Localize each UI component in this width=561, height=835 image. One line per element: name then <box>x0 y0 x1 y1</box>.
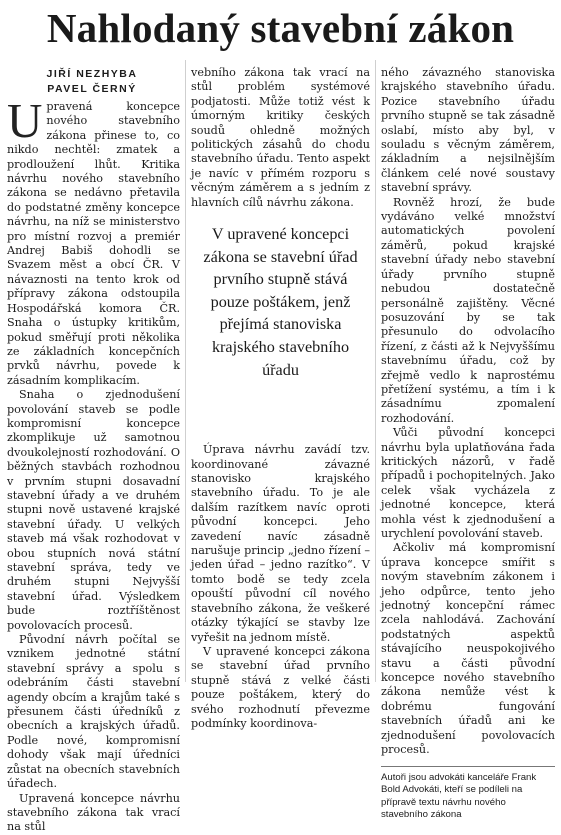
pull-quote: V upravené koncepci zákona se stavební úřad prvního stupně stává pouze poštákem, jenž přejímá stanoviska krajského stavebního úřadu <box>203 225 358 379</box>
article-column-3 <box>381 66 555 821</box>
author-credit: Autoři jsou advokáti kanceláře Frank Bold Advokáti, kteří se podíleli na přípravě textu návrhu nového stavebního zákona <box>381 766 555 822</box>
headline: Nahlodaný stavební zákon <box>46 5 515 51</box>
article-column-1 <box>7 93 180 834</box>
article-paragraph: vebního zákona tak vrací na stůl problém systémové podjatosti. Může totiž vést k úmorným kritiky českých soudů ohledně možných politických zásahů do chodu stavebního úřadu. Tento aspekt je navíc v přímém rozporu s věcným záměrem a s jedním z hlavních cílů návrhu zákona. <box>191 66 370 209</box>
article-paragraph: V upravené koncepci zákona se stavební úřad prvního stupně stává z velké části pouze poštákem, který do svého rozhodnutí převezme podmínky koordinova- <box>191 644 370 730</box>
author-name: PAVEL ČERNÝ <box>47 82 137 95</box>
article-paragraph: Původní návrh počítal se vznikem jednotné státní stavební správy a spolu s odebráním části stavební agendy obcím a krajům také s přesunem části úředníků z obecních a krajských úřadů. Podle nové, kompromisní dohody však mají úředníci zůstat na obecních stavebních úřadech. <box>7 633 180 791</box>
byline <box>8 67 176 96</box>
column-divider <box>375 60 376 682</box>
article-paragraph: Úprava návrhu zavádí tzv. koordinované závazné stanovisko krajského stavebního úřadu. To je ale dalším razítkem navíc oproti původní koncepci. Jeho zavedení navíc zásadně narušuje princip „jedno řízení – jeden úřad – jedno razítko“. V tomto bodě se tedy zcela opouští původní cíl nového stavebního zákona, že veškeré otázky týkající se stavby lze vyřešit na jednom místě. <box>191 443 370 644</box>
article-column-2 <box>191 66 370 730</box>
article-paragraph: Upravená koncepce nového stavebního zákona přinese to, co nikdo nechtěl: zmatek a prodloužení lhůt. Kritika návrhu nového stavebního zákona se nedávno přetavila do podstatné změny koncepce návrhu, na níž se ministerstvo pro místní rozvoj a premiér Andrej Babiš dohodli se Svazem měst a obcí ČR. V návaznosti na tento krok od přípravy zákona odstoupila Hospodářská komora ČR. Snaha o ústupky kritikům, pokud směřují proti několika ze základních koncepčních prvků návrhu, povede k zásadním komplikacím. <box>7 93 180 387</box>
drop-cap: U <box>7 93 43 148</box>
article-paragraph: Upravená koncepce návrhu stavebního zákona tak vrací na stůl <box>7 791 180 834</box>
article-paragraph: Ačkoliv má kompromisní úprava koncepce smířit s novým stavebním zákonem i jeho odpůrce, tento jeho jednotný koncepční rámec zcela nahlodává. Zachování podstatných aspektů stávajícího neuspokojivého stavu a části původní koncepce nového stavebního zákona nemůže vést k dobrému fungování stavebních úřadů ani ke zjednodušení povolovacích procesů. <box>381 541 555 757</box>
article-paragraph: Snaha o zjednodušení povolování staveb se podle kompromisní koncepce zkomplikuje už samotnou dvoukolejností rozhodování. O běžných stavbách rozhodnou v prvním stupni dosavadní stavební úřady a ve druhém stupni nově ustavené krajské stavební úřady. U velkých staveb má však rozhodovat v obou stupních nová státní stavební správa, tedy ve druhém stupni Nejvyšší stavební úřad. Výsledkem bude roztříštěnost povolovacích procesů. <box>7 388 180 632</box>
article-paragraph: Vůči původní koncepci návrhu byla uplatňována řada kritických názorů, v řadě případů i pochopitelných. Jako celek však vycházela z jednotné koncepce, která mohla vést k zjednodušení a urychlení povolování staveb. <box>381 426 555 540</box>
author-name: JIŘÍ NEZHYBA <box>46 68 138 80</box>
column-divider <box>185 60 186 682</box>
article-paragraph: Rovněž hrozí, že bude vydáváno velké množství automatických povolení záměrů, pokud krajské stavební úřady nebo stavební úřady prvního stupně nebudou dostatečně personálně zajištěny. Věcné posuzování by se tak přesunulo do odvolacího řízení, z části až k Nejvyššímu stavebnímu úřadu, což by zřejmě vedlo k naprostému přetížení systému, a tím i k zásadnímu zpomalení rozhodování. <box>381 195 555 425</box>
article-paragraph: ného závazného stanoviska krajského stavebního úřadu. Pozice stavebního úřadu prvního stupně se tak zásadně oslabí, místo aby byl, v souladu s věcným záměrem, základním a nejsilnějším článkem celé nové soustavy stavební správy. <box>381 66 555 195</box>
